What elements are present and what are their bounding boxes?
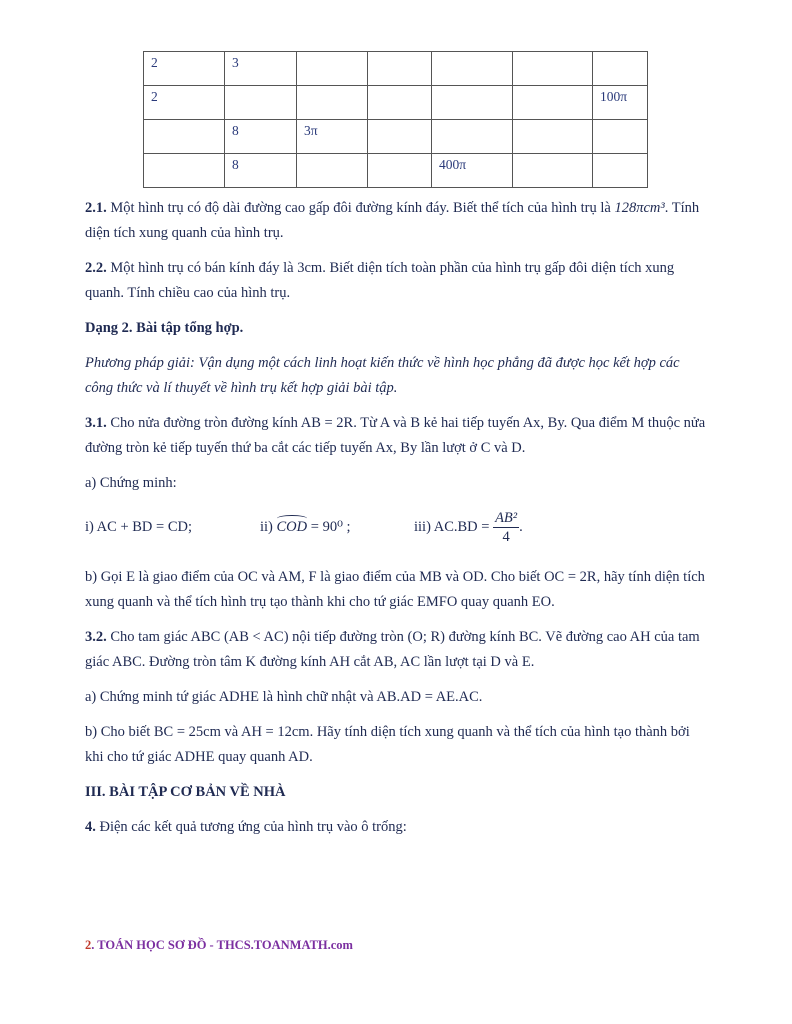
table-cell <box>144 154 225 188</box>
section-title-3: III. BÀI TẬP CƠ BẢN VỀ NHÀ <box>85 784 286 800</box>
table-cell <box>297 52 368 86</box>
table-row <box>144 52 648 86</box>
exercise-3-1-b: b) Gọi E là giao điểm của OC và AM, F là giao điểm của MB và OD. Cho biết OC = 2R, hãy tính diện tích xung quanh và thể tích hình trụ tạo thành khi cho tứ giác EMFO quay quanh EO. <box>85 569 705 610</box>
proof-item-iii: iii) AC.BD = $\frac{\text{AB²}}{4}$ . <box>414 510 523 545</box>
cylinder-table <box>143 51 648 188</box>
exercise-2-1: 2.1. Một hình trụ có độ dài đường cao gấp đôi đường kính đáy. Biết thể tích của hình trụ là 128πcm³. Tính diện tích xung quanh của hình trụ. <box>85 200 700 241</box>
table-cell <box>513 120 593 154</box>
table-cell <box>432 86 513 120</box>
exercise-number: 3.1. <box>85 415 107 431</box>
exercise-2-2: 2.2. Một hình trụ có bán kính đáy là 3cm. Biết diện tích toàn phần của hình trụ gấp đôi diện tích xung quanh. Tính chiều cao của hình trụ. <box>85 260 675 301</box>
table-cell <box>513 86 593 120</box>
proof-item-ii: ii) COD = 90⁰ ; <box>260 519 351 535</box>
table-cell <box>225 86 297 120</box>
table-cell <box>368 86 432 120</box>
table-cell <box>368 120 432 154</box>
table-cell <box>368 154 432 188</box>
table-cell: 8 <box>225 154 297 188</box>
table-cell <box>144 120 225 154</box>
page-number: 2 <box>85 938 92 952</box>
angle-arc: COD <box>276 519 308 535</box>
volume-formula: 128πcm³ <box>614 200 665 216</box>
exercise-number: 4. <box>85 819 96 835</box>
table-cell <box>513 52 593 86</box>
section-title-dang-2: Dạng 2. Bài tập tổng hợp. <box>85 320 244 336</box>
table-cell <box>593 154 648 188</box>
table-cell: 400π <box>432 154 513 188</box>
table-cell <box>368 52 432 86</box>
table-cell <box>432 52 513 86</box>
table-cell <box>593 120 648 154</box>
table-cell <box>432 120 513 154</box>
exercise-number: 3.2. <box>85 629 107 645</box>
exercise-number: 2.2. <box>85 260 107 276</box>
exercise-3-2-b: b) Cho biết BC = 25cm và AH = 12cm. Hãy tính diện tích xung quanh và thể tích của hình tạo thành bởi khi cho tứ giác ADHE quay quanh AD. <box>85 724 690 765</box>
table-cell: 2 <box>144 86 225 120</box>
table-row <box>144 154 648 188</box>
exercise-3-2-a: a) Chứng minh tứ giác ADHE là hình chữ nhật và AB.AD = AE.AC. <box>85 689 483 705</box>
table-cell: 2 <box>144 52 225 86</box>
table-cell: 3π <box>297 120 368 154</box>
exercise-3-2: 3.2. Cho tam giác ABC (AB < AC) nội tiếp đường tròn (O; R) đường kính BC. Vẽ đường cao AH của tam giác ABC. Đường tròn tâm K đường kính AH cắt AB, AC lần lượt tại D và E. <box>85 629 700 670</box>
table-cell <box>297 154 368 188</box>
table-cell <box>513 154 593 188</box>
exercise-number: 2.1. <box>85 200 107 216</box>
table-cell: 100π <box>593 86 648 120</box>
exercise-3-1: 3.1. Cho nửa đường tròn đường kính AB = 2R. Từ A và B kẻ hai tiếp tuyến Ax, By. Qua điểm M thuộc nửa đường tròn kẻ tiếp tuyến thứ ba cắt các tiếp tuyến Ax, By lần lượt ở C và D. <box>85 415 706 456</box>
proof-item-i: i) AC + BD = CD; <box>85 519 192 535</box>
exercise-3-1-a: a) Chứng minh: <box>85 475 177 491</box>
table-row <box>144 86 648 120</box>
exercise-4: 4. Điện các kết quả tương ứng của hình trụ vào ô trống: <box>85 819 407 835</box>
table-cell <box>297 86 368 120</box>
table-cell <box>593 52 648 86</box>
table-row <box>144 120 648 154</box>
table-cell: 8 <box>225 120 297 154</box>
fraction: $\frac{\text{AB²}}{4}$ <box>495 510 518 545</box>
table-cell: 3 <box>225 52 297 86</box>
page-footer: 2. TOÁN HỌC SƠ ĐỒ - THCS.TOANMATH.com <box>85 938 353 952</box>
method-text: Phương pháp giải: Vận dụng một cách linh hoạt kiến thức về hình học phẳng đã được học kết hợp các công thức và lí thuyết về hình trụ kết hợp giải bài tập. <box>85 355 680 396</box>
